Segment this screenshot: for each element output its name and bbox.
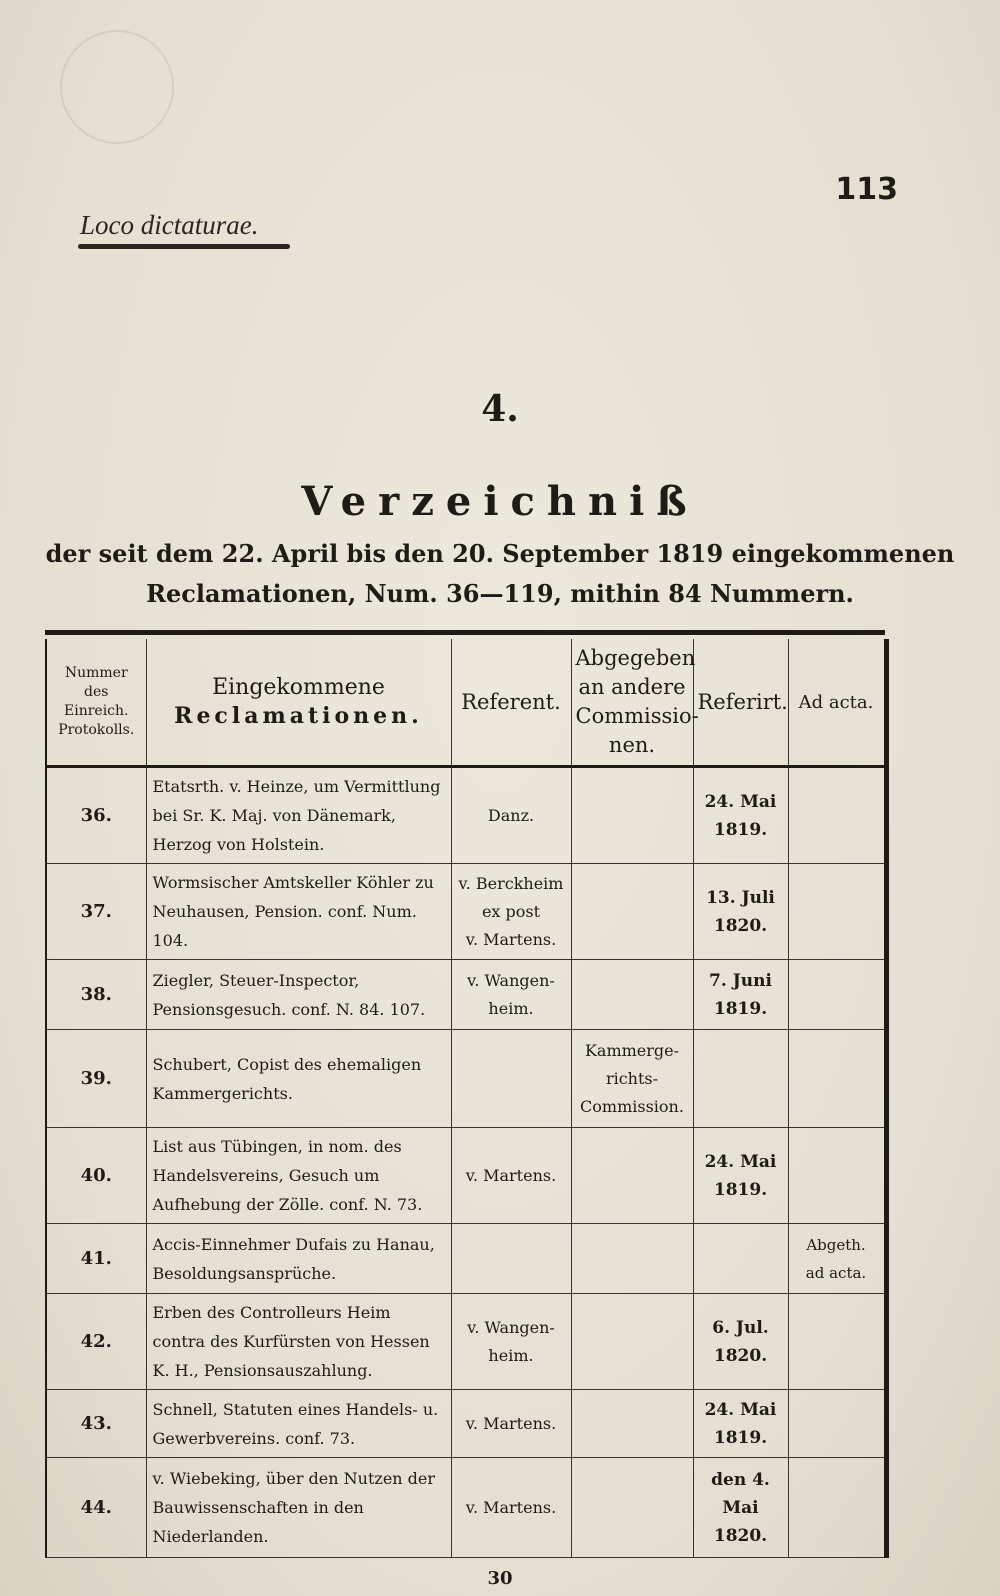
row-reclamation: Ziegler, Steuer-Inspector, Pensionsgesuch. conf. N. 84. 107. (146, 960, 451, 1030)
row-referirt-date-line: 24. Mai (704, 791, 777, 812)
header-other-line: Commissio- (575, 704, 699, 728)
page-number: 113 (835, 172, 898, 207)
row-referirt-date-line: den 4. Mai (711, 1469, 770, 1518)
header-other-line: nen. (608, 733, 656, 757)
row-reclamation: Etatsrth. v. Heinze, um Vermittlung bei Sr. K. Maj. von Dänemark, Herzog von Holstein. (146, 767, 451, 864)
section-number: 4. (481, 388, 519, 430)
row-referirt-date-line: 1819. (713, 1179, 768, 1200)
table-row (46, 767, 886, 864)
row-adacta-line: ad acta. (805, 1263, 867, 1282)
subtitle-line-2: Reclamationen, Num. 36—119, mithin 84 Nummern. (146, 579, 854, 608)
row-other-commission-line: Commission. (580, 1096, 684, 1116)
top-rule (45, 630, 885, 635)
row-adacta (788, 1224, 886, 1294)
row-adacta (788, 960, 886, 1030)
row-referent (451, 1294, 571, 1390)
row-other-commission (571, 1224, 693, 1294)
row-reclamation: Erben des Controlleurs Heim contra des Kurfürsten von Hessen K. H., Pensionsauszahlung. (146, 1294, 451, 1390)
table-row (46, 1128, 886, 1224)
row-number: 37. (46, 864, 146, 960)
row-referent-line: v. Berckheim (458, 873, 564, 893)
row-referent (451, 960, 571, 1030)
row-number: 36. (46, 767, 146, 864)
row-referent (451, 864, 571, 960)
header-other-commissions (571, 639, 699, 767)
row-other-commission-line: Kammerge- (584, 1040, 680, 1060)
row-adacta (788, 1294, 886, 1390)
document-title: Verzeichniß (301, 478, 699, 525)
row-other-commission (571, 864, 693, 960)
row-adacta (788, 864, 886, 960)
row-number: 44. (46, 1458, 146, 1558)
row-other-commission (571, 1030, 693, 1128)
row-other-commission (571, 1458, 693, 1558)
header-referent: Referent. (451, 639, 571, 767)
row-other-commission (571, 1128, 693, 1224)
row-adacta (788, 767, 886, 864)
row-other-commission (571, 1294, 693, 1390)
row-referirt-date-line: 1819. (713, 1427, 768, 1448)
row-adacta (788, 1128, 886, 1224)
row-reclamation: Schubert, Copist des ehemaligen Kammergerichts. (146, 1030, 451, 1128)
row-referent (451, 1128, 571, 1224)
row-referent-line: v. Wangen- (467, 1317, 555, 1337)
row-reclamation: Accis-Einnehmer Dufais zu Hanau, Besoldungsansprüche. (146, 1224, 451, 1294)
row-reclamation: Schnell, Statuten eines Handels- u. Gewerbvereins. conf. 73. (146, 1390, 451, 1458)
row-number: 38. (46, 960, 146, 1030)
row-number: 43. (46, 1390, 146, 1458)
row-referent-line: heim. (488, 1345, 534, 1365)
table-row (46, 1390, 886, 1458)
row-referirt-date-line: 1820. (713, 915, 768, 936)
row-referent (451, 1390, 571, 1458)
header-reclamation (146, 639, 451, 767)
row-referirt-date-line: 13. Juli (706, 887, 775, 908)
table-row (46, 1224, 886, 1294)
header-adacta: Ad acta. (788, 639, 886, 767)
row-reclamation: v. Wiebeking, über den Nutzen der Bauwissenschaften in den Niederlanden. (146, 1458, 451, 1558)
row-referirt-date-line: 1820. (713, 1525, 768, 1546)
row-reclamation: List aus Tübingen, in nom. des Handelsvereins, Gesuch um Aufhebung der Zölle. conf. N. 73. (146, 1128, 451, 1224)
row-other-commission-line: richts- (605, 1068, 659, 1088)
row-referirt-date (693, 1224, 788, 1294)
header-referirt: Referirt. (693, 639, 788, 767)
header-number-line: Nummer (64, 665, 128, 681)
header-reclamation-line: Eingekommene (212, 675, 385, 700)
header-other-line: an andere (578, 675, 686, 699)
reclamations-table (45, 639, 889, 1558)
row-adacta (788, 1390, 886, 1458)
row-referirt-date (693, 1030, 788, 1128)
row-referent-line: v. Martens. (465, 929, 557, 949)
row-referirt-date-line: 6. Jul. (712, 1317, 769, 1338)
row-referent (451, 1458, 571, 1558)
table-header-row (46, 639, 886, 767)
marginal-underline (78, 244, 290, 249)
signature-mark: 30 (487, 1568, 513, 1589)
row-referent-line: v. Martens. (465, 1165, 557, 1185)
row-referirt-date (693, 1128, 788, 1224)
row-referirt-date (693, 864, 788, 960)
header-number-line: Einreich. (64, 703, 129, 719)
table-row (46, 864, 886, 960)
row-adacta-line: Abgeth. (806, 1235, 866, 1254)
row-referirt-date (693, 960, 788, 1030)
row-referirt-date (693, 1458, 788, 1558)
row-referirt-date (693, 767, 788, 864)
marginal-note: Loco dictaturae. (80, 210, 259, 240)
row-referent-line: ex post (481, 901, 541, 921)
header-number-line: Protokolls. (58, 722, 135, 738)
header-other-line: Abgegeben (575, 646, 696, 670)
row-number: 39. (46, 1030, 146, 1128)
document-subtitle (40, 534, 960, 614)
row-referirt-date-line: 1820. (713, 1345, 768, 1366)
table-row (46, 1458, 886, 1558)
row-referent-line: v. Martens. (465, 1413, 557, 1433)
row-other-commission (571, 767, 693, 864)
row-referirt-date-line: 1819. (713, 819, 768, 840)
row-other-commission (571, 1390, 693, 1458)
faded-stamp (60, 30, 174, 144)
row-reclamation: Wormsischer Amtskeller Köhler zu Neuhausen, Pension. conf. Num. 104. (146, 864, 451, 960)
row-referirt-date-line: 24. Mai (704, 1151, 777, 1172)
row-referent-line: v. Martens. (465, 1497, 557, 1517)
row-referirt-date-line: 7. Juni (709, 970, 772, 991)
row-referent (451, 1030, 571, 1128)
row-referirt-date (693, 1294, 788, 1390)
row-referent (451, 767, 571, 864)
subtitle-line-1: der seit dem 22. April bis den 20. September 1819 eingekommenen (45, 539, 955, 568)
table-row (46, 1294, 886, 1390)
row-number: 41. (46, 1224, 146, 1294)
row-number: 40. (46, 1128, 146, 1224)
header-number (46, 639, 146, 767)
row-number: 42. (46, 1294, 146, 1390)
table-row (46, 960, 886, 1030)
row-referirt-date-line: 1819. (713, 998, 768, 1019)
row-adacta (788, 1030, 886, 1128)
row-referent (451, 1224, 571, 1294)
row-referirt-date (693, 1390, 788, 1458)
row-referent-line: v. Wangen- (467, 970, 555, 990)
header-reclamation-line: Reclamationen. (174, 703, 423, 729)
row-referirt-date-line: 24. Mai (704, 1399, 777, 1420)
row-referent-line: Danz. (487, 805, 535, 825)
header-number-line: des (84, 684, 109, 700)
row-referent-line: heim. (488, 998, 534, 1018)
row-adacta (788, 1458, 886, 1558)
row-other-commission (571, 960, 693, 1030)
reclamations-table-wrap (45, 630, 885, 1558)
table-row (46, 1030, 886, 1128)
